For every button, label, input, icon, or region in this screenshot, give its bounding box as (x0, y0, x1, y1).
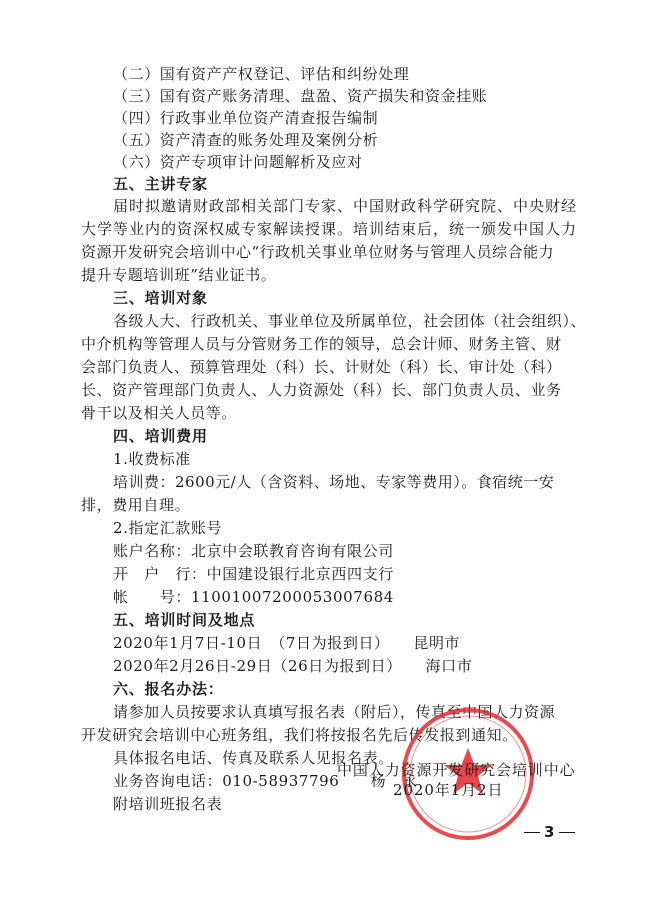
paragraph-line: 会部门负责人、预算管理处（科）长、计财处（科）长、审计处（科） (81, 358, 562, 376)
session-line: 2020年2月26日-29日（26日为报到日） 海口市 (113, 657, 473, 675)
section-heading-audience: 三、培训对象 (113, 289, 208, 307)
page-number-value: 3 (544, 823, 556, 841)
paragraph-line: 资源开发研究会培训中心“行政机关事业单位财务与管理人员综合能力 (81, 243, 555, 261)
course-item: （二）国有资产产权登记、评估和纠纷处理 (113, 65, 410, 83)
page-number (520, 822, 579, 842)
paragraph-line: 大学等业内的资深权威专家解读授课。培训结束后，统一颁发中国人力 (81, 220, 578, 238)
account-name: 账户名称：北京中会联教育咨询有限公司 (113, 542, 394, 560)
signature-date: 2020年1月2日 (393, 781, 504, 799)
section-heading-fees: 四、培训费用 (113, 427, 208, 445)
paragraph-line: 中介机构等管理人员与分管财务工作的领导，总会计师、财务主管、财 (81, 335, 562, 353)
fee-title: 1.收费标准 (113, 450, 191, 468)
paragraph-line: 请参加人员按要求认真填写报名表（附后），传真至中国人力资源 (113, 703, 556, 721)
section-heading-schedule: 五、培训时间及地点 (113, 611, 256, 629)
bank-name: 开 户 行：中国建设银行北京西四支行 (113, 565, 394, 583)
paragraph-line: 长、资产管理部门负责人、人力资源处（科）长、部门负责人员、业务 (81, 381, 562, 399)
section-heading-registration: 六、报名办法： (113, 680, 224, 698)
account-number: 帐 号：11001007200053007684 (113, 588, 394, 606)
course-item: （四）行政事业单位资产清查报告编制 (113, 109, 379, 127)
attachment-line: 附培训班报名表 (113, 795, 223, 813)
session-line: 2020年1月7日-10日 （7日为报到日） 昆明市 (113, 634, 461, 652)
signature-org: 中国人力资源开发研究会培训中心 (337, 761, 576, 779)
contact-line: 业务咨询电话：010-58937796 杨 永 (113, 772, 418, 790)
course-item: （三）国有资产账务清理、盘盈、资产损失和资金挂账 (113, 87, 488, 105)
paragraph-line: 届时拟邀请财政部相关部门专家、中国财政科学研究院、中央财经 (113, 197, 578, 215)
paragraph-line: 骨干以及相关人员等。 (81, 404, 238, 422)
paragraph-line: 各级人大、行政机关、事业单位及所属单位，社会团体（社会组织）、 (113, 312, 587, 330)
course-item: （五）资产清查的账务处理及案例分析 (113, 131, 379, 149)
fee-line: 排，费用自理。 (81, 496, 191, 514)
account-title: 2.指定汇款账号 (113, 519, 223, 537)
paragraph-line: 具体报名电话、传真及联系人见报名表。 (113, 749, 394, 767)
paragraph-line: 提升专题培训班”结业证书。 (81, 266, 277, 284)
section-heading-experts: 五、主讲专家 (113, 175, 208, 193)
course-item: （六）资产专项审计问题解析及应对 (113, 153, 363, 171)
paragraph-line: 开发研究会培训中心班务组，我们将按报名先后传发报到通知。 (81, 726, 518, 744)
fee-line: 培训费：2600元/人（含资料、场地、专家等费用）。食宿统一安 (113, 473, 555, 491)
